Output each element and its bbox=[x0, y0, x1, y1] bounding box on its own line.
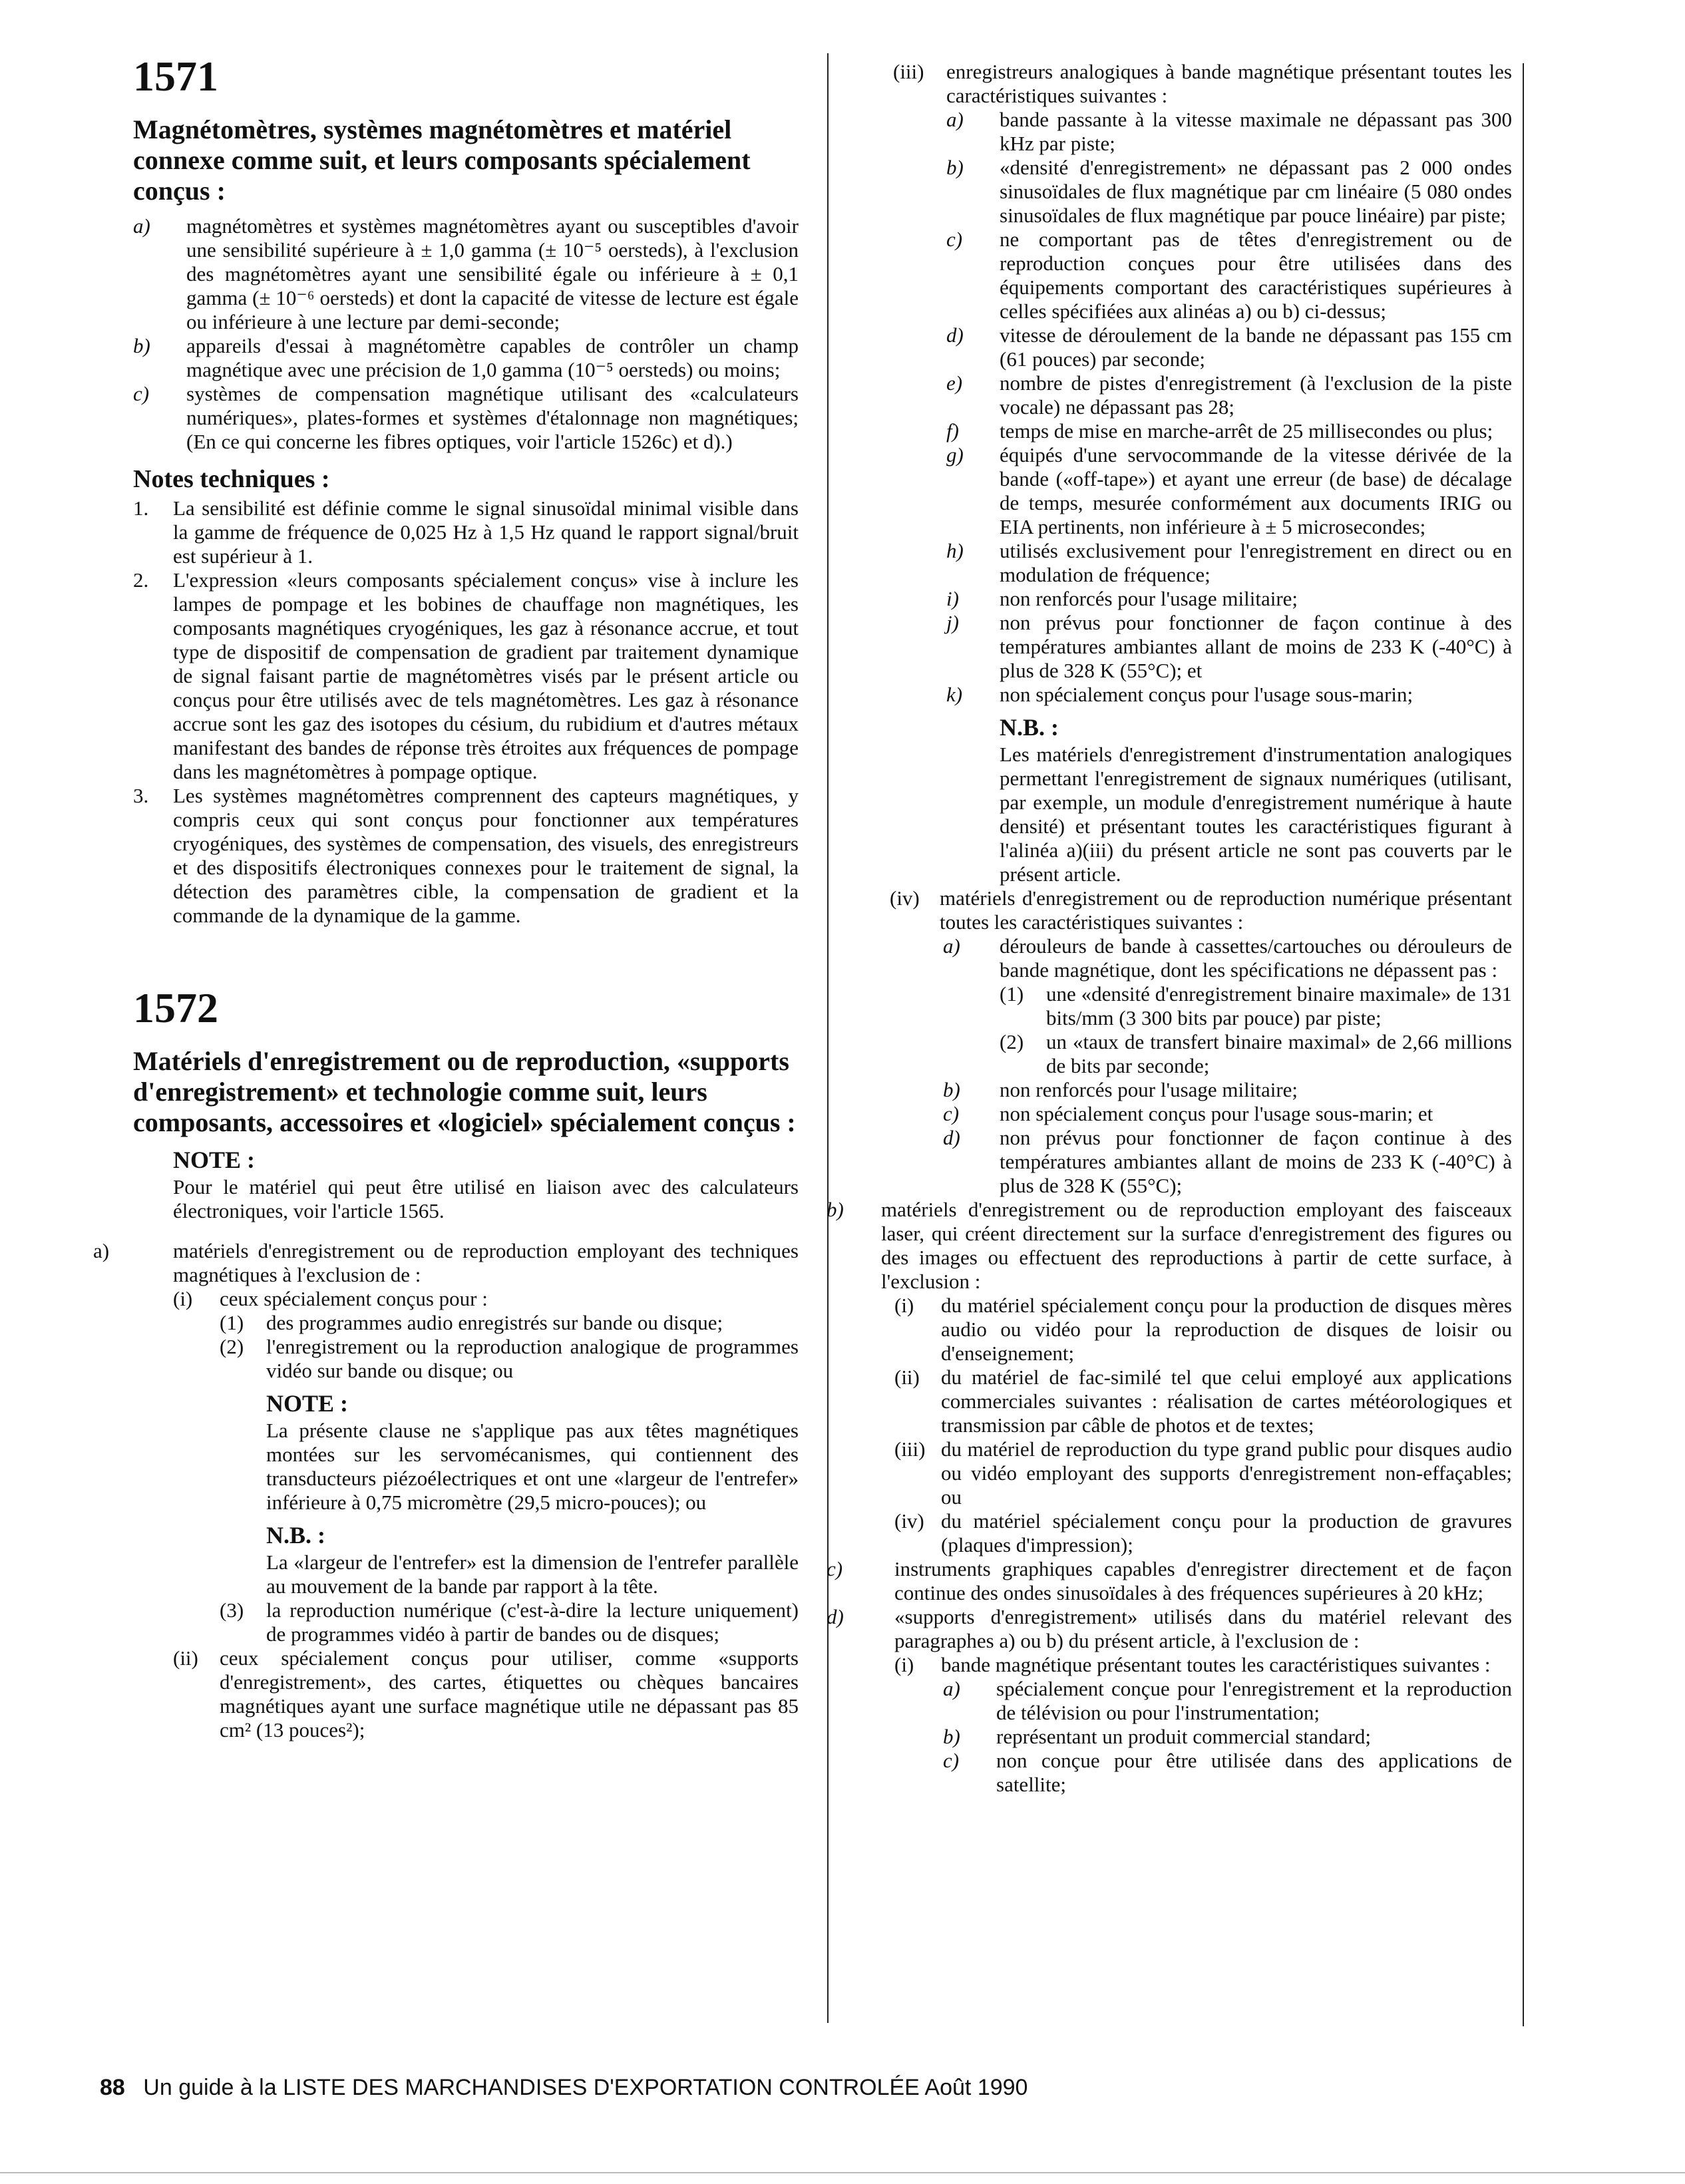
list-item: c) instruments graphiques capables d'enregistrer directement et de façon continue des ondes sinusoïdales à des fréquences supérieures à 20 kHz; bbox=[827, 1557, 1512, 1604]
nb-text: La «largeur de l'entrefer» est la dimension de l'entrefer parallèle au mouvement de la bande par rapport à la tête. bbox=[266, 1550, 799, 1598]
note-text: La présente clause ne s'applique pas aux têtes magnétiques montées sur les servomécanismes, qui contiennent des transducteurs piézoélectriques et ont une «largeur de l'entrefer» inférieure à 0,75 micromètre (29,5 micro-pouces); ou bbox=[266, 1419, 799, 1514]
list-item: d) non prévus pour fonctionner de façon continue à des températures ambiantes allant de moins de 233 K (-40°C) à plus de 328 K (55°C); bbox=[943, 1126, 1512, 1197]
list-item: a) spécialement conçue pour l'enregistrement et la reproduction de télévision ou pour l'instrumentation; bbox=[943, 1677, 1512, 1724]
list-item: (iv) du matériel spécialement conçu pour la production de gravures (plaques d'impression); bbox=[894, 1509, 1512, 1556]
list-item: c) non spécialement conçus pour l'usage sous-marin; et bbox=[943, 1102, 1433, 1125]
list-item: (1) une «densité d'enregistrement binaire maximale» de 131 bits/mm (3 300 bits par pouce) par piste; bbox=[1000, 982, 1512, 1029]
list-item: c) ne comportant pas de têtes d'enregistrement ou de reproduction conçues pour être utilisées dans des équipements comportant des caractéristiques supérieures à celles spécifiées aux alinéas a) ou b) ci-dessus; bbox=[946, 228, 1512, 323]
list-item: d) vitesse de déroulement de la bande ne dépassant pas 155 cm (61 pouces) par seconde; bbox=[946, 323, 1512, 371]
list-item: g) équipés d'une servocommande de la vitesse dérivée de la bande («off-tape») et ayant une erreur (de base) de décalage de temps, mesurée conformément aux documents IRIG ou EIA pertinents, non inférieure à ± 5 microsecondes; bbox=[946, 443, 1512, 538]
list-item: (3) la reproduction numérique (c'est-à-dire la lecture uniquement) de programmes vidéo à partir de bandes ou de disques; bbox=[220, 1598, 799, 1646]
column-divider bbox=[827, 53, 829, 2023]
list-item: (ii) ceux spécialement conçus pour utiliser, comme «supports d'enregistrement», des cartes, étiquettes ou chèques bancaires magnétiques ayant une surface magnétique utile ne dépassant pas 85 cm² (13 pouces²); bbox=[173, 1646, 799, 1741]
list-item: b) matériels d'enregistrement ou de reproduction employant des faisceaux laser, qui créent directement sur la surface d'enregistrement des figures ou des images ou effectuent des reproductions à partir de cette surface, à l'exclusion : bbox=[827, 1198, 1512, 1293]
list-item: (i) ceux spécialement conçus pour : bbox=[173, 1287, 488, 1310]
note-text: Pour le matériel qui peut être utilisé en liaison avec des calculateurs électroniques, voir l'article 1565. bbox=[173, 1175, 799, 1222]
note-heading: NOTE : bbox=[173, 1147, 256, 1173]
list-item: b) «densité d'enregistrement» ne dépassant pas 2 000 ondes sinusoïdales de flux magnétique par cm linéaire (5 080 ondes sinusoïdales de flux magnétique par pouce linéaire) par piste; bbox=[946, 156, 1512, 227]
list-item: (2) l'enregistrement ou la reproduction analogique de programmes vidéo sur bande ou disque; ou bbox=[220, 1335, 799, 1382]
nb-heading: N.B. : bbox=[266, 1522, 325, 1548]
list-item: b) non renforcés pour l'usage militaire; bbox=[943, 1078, 1298, 1101]
page-number: 88 bbox=[100, 2075, 125, 2100]
list-item: a) magnétomètres et systèmes magnétomètres ayant ou susceptibles d'avoir une sensibilité supérieure à ± 1,0 gamma (± 10⁻⁵ oersteds), à l'exclusion des magnétomètres ayant une sensibilité égale ou inférieure à ± 0,1 gamma (± 10⁻⁶ oersteds) et dont la capacité de vitesse de lecture est égale ou inférieure à une lecture par demi-seconde; bbox=[133, 214, 799, 333]
list-item: (iii) enregistreurs analogiques à bande magnétique présentant toutes les caractéristiques suivantes : bbox=[893, 60, 1512, 107]
nb-heading: N.B. : bbox=[1000, 714, 1059, 741]
list-item: j) non prévus pour fonctionner de façon continue à des températures ambiantes allant de moins de 233 K (-40°C) à plus de 328 K (55°C); et bbox=[946, 611, 1512, 682]
list-item: c) systèmes de compensation magnétique utilisant des «calculateurs numériques», plates-formes et systèmes d'étalonnage non magnétiques; (En ce qui concerne les fibres optiques, voir l'article 1526c) et d).) bbox=[133, 382, 799, 453]
footer-text: Un guide à la LISTE DES MARCHANDISES D'EXPORTATION CONTROLÉE Août 1990 bbox=[143, 2075, 1028, 2100]
list-item: d) «supports d'enregistrement» utilisés dans du matériel relevant des paragraphes a) ou b) du présent article, à l'exclusion de : bbox=[827, 1605, 1512, 1652]
list-item: (i) du matériel spécialement conçu pour la production de disques mères audio ou vidéo pour la reproduction de disques de loisir ou d'enseignement; bbox=[894, 1294, 1512, 1365]
note-item: 3. Les systèmes magnétomètres comprennent des capteurs magnétiques, y compris ceux qui sont conçus pour fonctionner aux températures cryogéniques, des systèmes de compensation, des visuels, des enregistreurs et des dispositifs électroniques connexes pour le traitement de signal, la détection des paramètres cible, la compensation de gradient et la commande de la dynamique de la gamme. bbox=[133, 784, 799, 927]
section-number-1572: 1572 bbox=[133, 984, 218, 1031]
list-item: a) dérouleurs de bande à cassettes/cartouches ou dérouleurs de bande magnétique, dont les spécifications ne dépassent pas : bbox=[943, 934, 1512, 982]
left-column bbox=[93, 53, 799, 1742]
list-item: a) bande passante à la vitesse maximale ne dépassant pas 300 kHz par piste; bbox=[946, 108, 1512, 155]
list-item: e) nombre de pistes d'enregistrement (à l'exclusion de la piste vocale) ne dépassant pas 28; bbox=[946, 371, 1512, 419]
list-item: a) matériels d'enregistrement ou de reproduction employant des techniques magnétiques à l'exclusion de : bbox=[93, 1239, 799, 1286]
list-item: i) non renforcés pour l'usage militaire; bbox=[946, 587, 1298, 610]
list-item: (2) un «taux de transfert binaire maximal» de 2,66 millions de bits par seconde; bbox=[1000, 1030, 1512, 1077]
section-title-1571: Magnétomètres, systèmes magnétomètres et matériel connexe comme suit, et leurs composants spécialement conçus : bbox=[133, 114, 751, 206]
note-item: 2. L'expression «leurs composants spécialement conçus» vise à inclure les lampes de pompage et les bobines de chauffage non magnétiques, les composants magnétiques cryogéniques, les gaz à résonance accrue, et tout type de dispositif de compensation de gradient par traitement dynamique de signal faisant partie de magnétomètres visés par le présent article ou conçus pour être utilisés avec de tels magnétomètres. Les gaz à résonance accrue sont les gaz des isotopes du césium, du rubidium et d'autres métaux manifestant des bandes de réponse très étroites aux fréquences de pompage dans les magnétomètres à pompage optique. bbox=[133, 568, 799, 783]
list-item: (1) des programmes audio enregistrés sur bande ou disque; bbox=[220, 1311, 723, 1334]
scan-edge-line bbox=[0, 2172, 1685, 2173]
nb-block bbox=[1000, 713, 1512, 886]
list-item: c) non conçue pour être utilisée dans des applications de satellite; bbox=[943, 1749, 1512, 1796]
notes-heading: Notes techniques : bbox=[133, 465, 330, 493]
note-block bbox=[266, 1389, 799, 1598]
right-margin-rule bbox=[1523, 63, 1524, 2026]
list-item: (iv) matériels d'enregistrement ou de reproduction numérique présentant toutes les caractéristiques suivantes : bbox=[890, 886, 1512, 934]
section-title-1572: Matériels d'enregistrement ou de reproduction, «supports d'enregistrement» et technologie comme suit, leurs composants, accessoires et «logiciel» spécialement conçus : bbox=[133, 1046, 796, 1137]
note-heading: NOTE : bbox=[266, 1390, 349, 1417]
list-item: (iii) du matériel de reproduction du type grand public pour disques audio ou vidéo employant des supports d'enregistrement non-effaçables; ou bbox=[894, 1437, 1512, 1509]
list-item: (ii) du matériel de fac-similé tel que celui employé aux applications commerciales suivantes : réalisation de cartes météorologiques et transmission par câble de photos et de textes; bbox=[894, 1365, 1512, 1437]
note-block bbox=[173, 1146, 799, 1223]
section-number-1571: 1571 bbox=[133, 53, 218, 100]
list-item: f) temps de mise en marche-arrêt de 25 millisecondes ou plus; bbox=[946, 419, 1493, 443]
right-column bbox=[827, 60, 1512, 1797]
list-item: b) représentant un produit commercial standard; bbox=[943, 1725, 1371, 1748]
nb-text: Les matériels d'enregistrement d'instrumentation analogiques permettant l'enregistrement de signaux numériques (utilisant, par exemple, un module d'enregistrement numérique à haute densité) et présentant toutes les caractéristiques figurant à l'alinéa a)(iii) du présent article ne sont pas couverts par le présent article. bbox=[1000, 743, 1512, 886]
list-item: b) appareils d'essai à magnétomètre capables de contrôler un champ magnétique avec une précision de 1,0 gamma (10⁻⁵ oersteds) ou moins; bbox=[133, 334, 799, 381]
list-item: h) utilisés exclusivement pour l'enregistrement en direct ou en modulation de fréquence; bbox=[946, 539, 1512, 586]
list-item: k) non spécialement conçus pour l'usage sous-marin; bbox=[946, 683, 1413, 706]
list-item: (i) bande magnétique présentant toutes les caractéristiques suivantes : bbox=[894, 1653, 1491, 1676]
note-item: 1. La sensibilité est définie comme le signal sinusoïdal minimal visible dans la gamme de fréquence de 0,025 Hz à 1,5 Hz quand le rapport signal/bruit est supérieur à 1. bbox=[133, 496, 799, 568]
page-footer bbox=[100, 2075, 1028, 2101]
